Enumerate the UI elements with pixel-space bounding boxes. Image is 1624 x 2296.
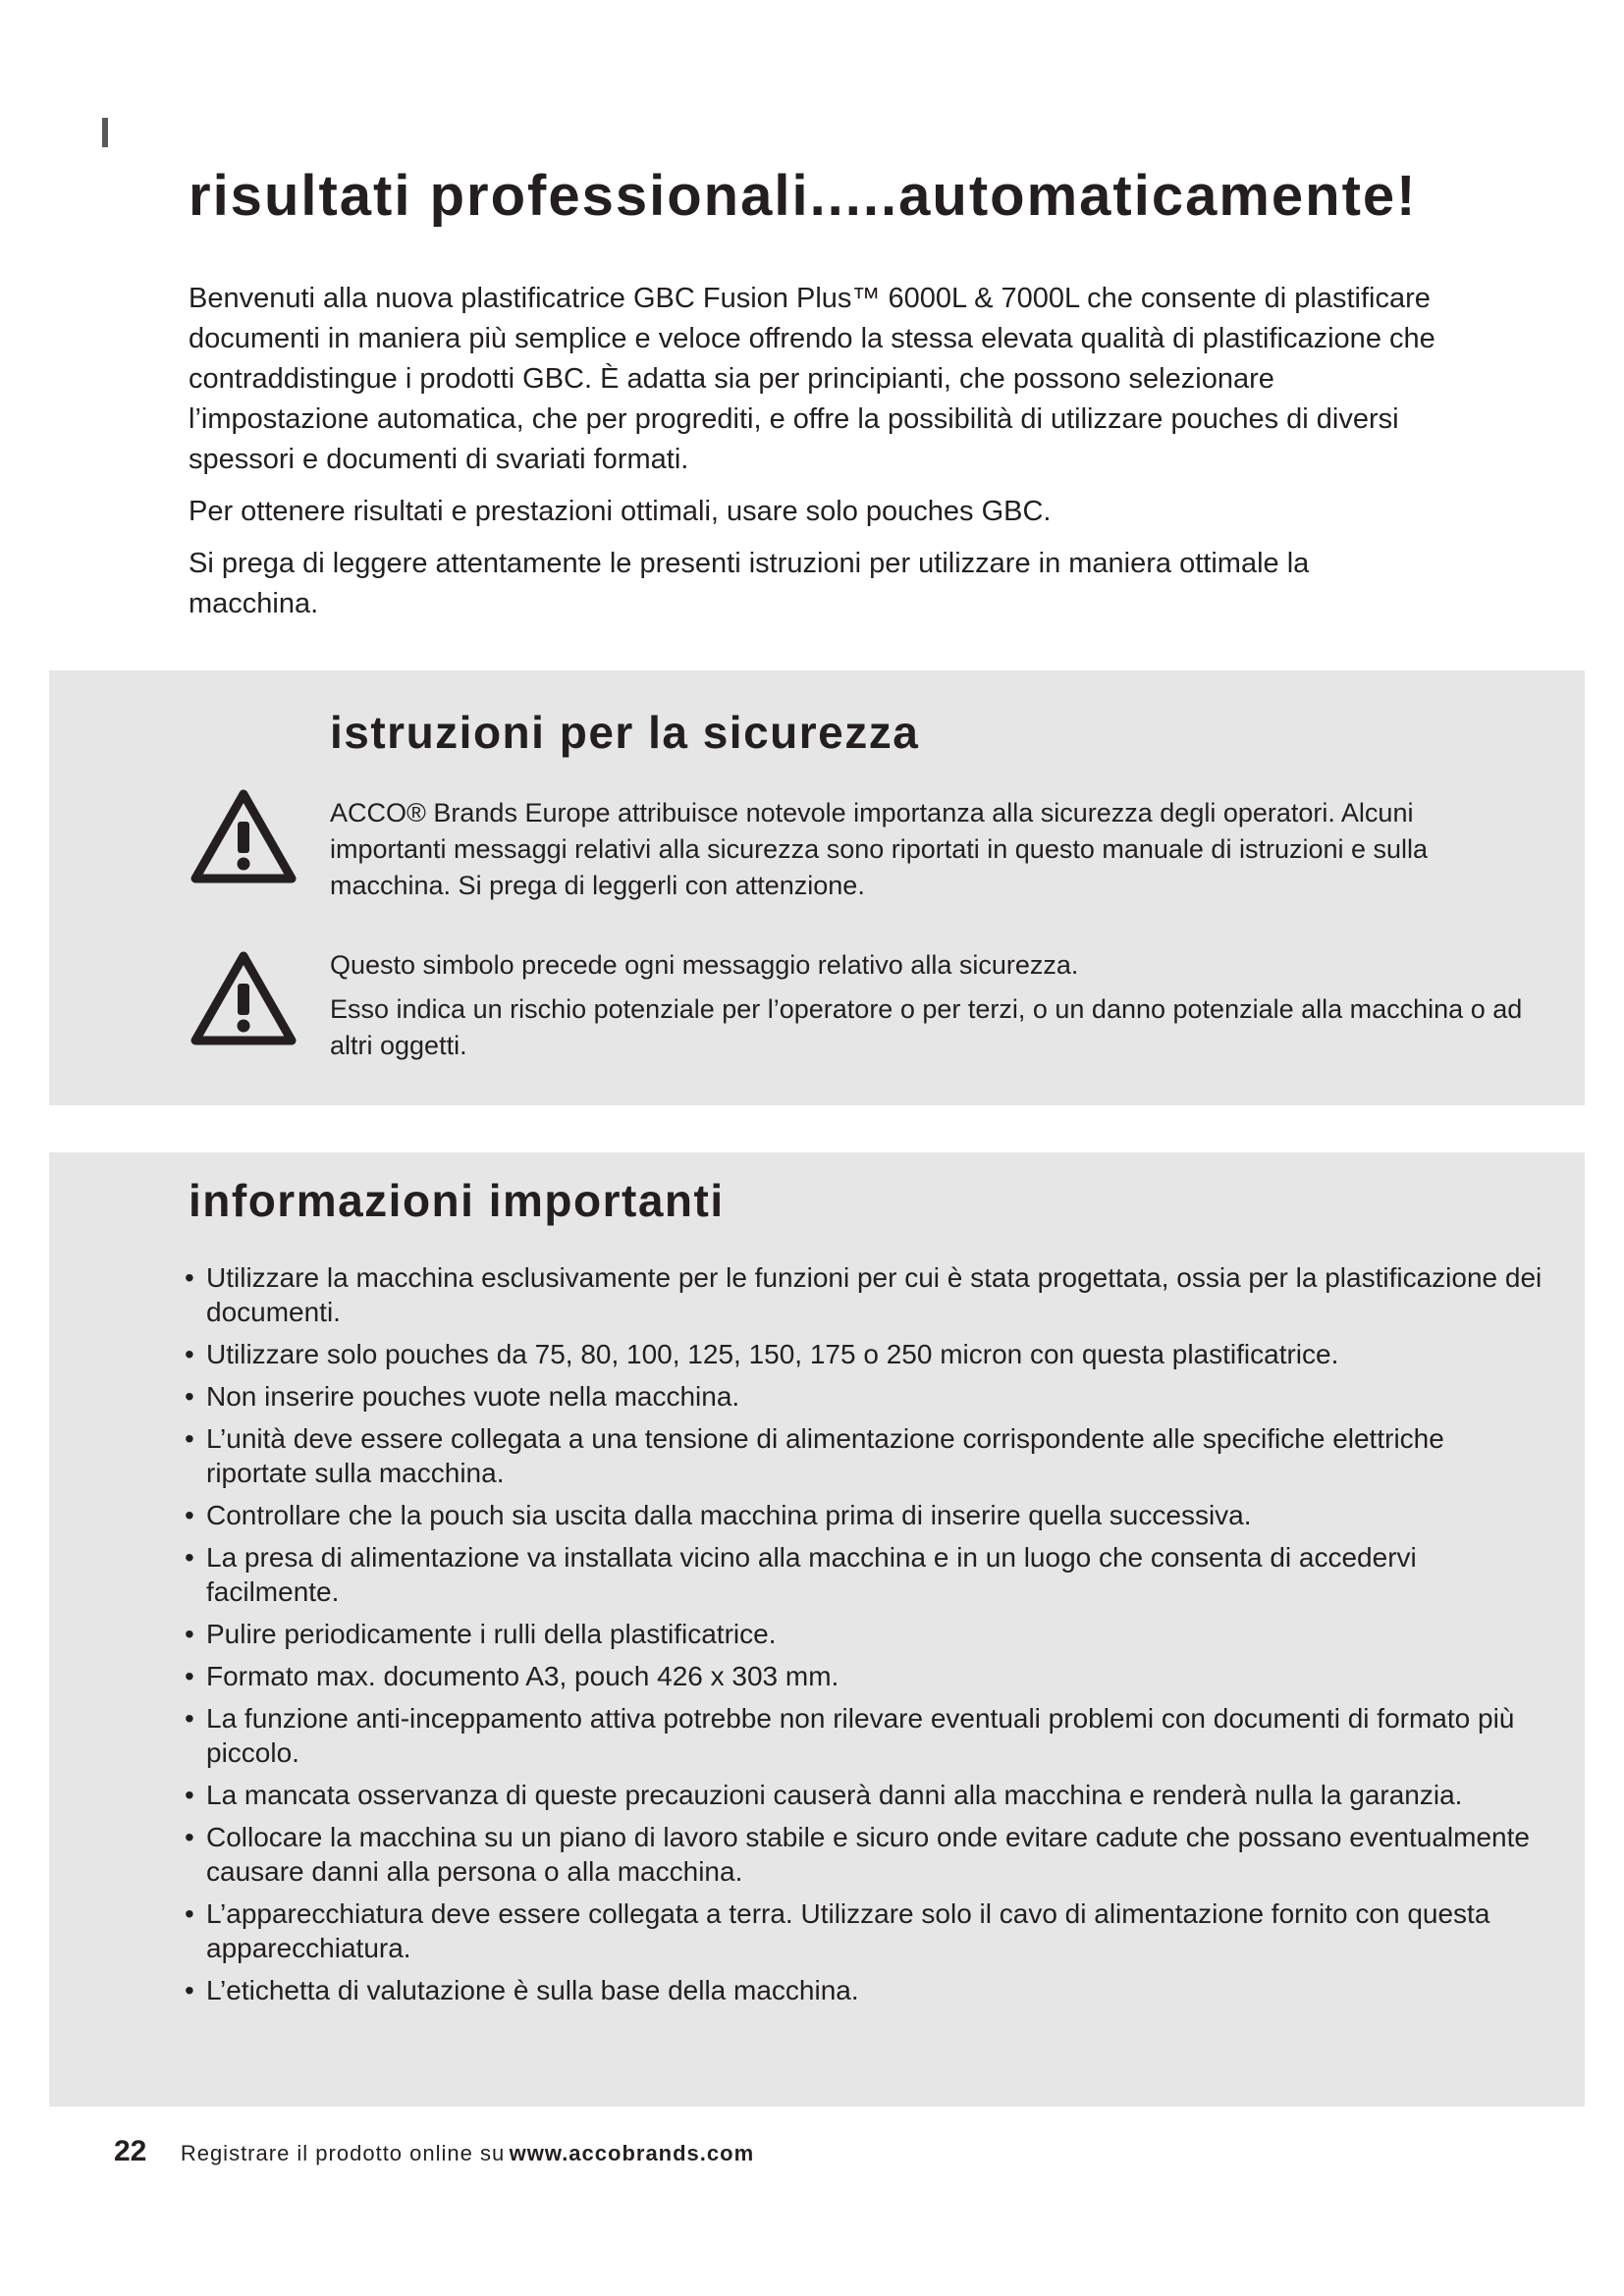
intro-paragraph-2: Per ottenere risultati e prestazioni ottimali, usare solo pouches GBC. — [189, 496, 1052, 527]
list-item: • Pulire periodicamente i rulli della plastificatrice. — [185, 1617, 1549, 1651]
intro-section — [189, 279, 1435, 636]
list-item: • L’apparecchiatura deve essere collegata a terra. Utilizzare solo il cavo di alimentazione fornito con questa apparecchiatura. — [185, 1896, 1549, 1965]
info-list — [185, 1260, 1549, 2015]
list-item: • La presa di alimentazione va installata vicino alla macchina e in un luogo che consenta di accedervi facilmente. — [185, 1540, 1549, 1609]
safety-title: istruzioni per la sicurezza — [330, 707, 920, 758]
language-tab-marker — [102, 118, 108, 147]
page-number: 22 — [114, 2135, 147, 2167]
safety-paragraph-1: ACCO® Brands Europe attribuisce notevole importanza alla sicurezza degli operatori. Alcuni importanti messaggi relativi alla sicurezza sono riportati in questo manuale di istruzioni e sulla macchina. Si prega di leggerli con attenzione. — [330, 798, 1429, 900]
list-item: • Utilizzare la macchina esclusivamente per le funzioni per cui è stata progettata, ossia per la plastificazione dei documenti. — [185, 1260, 1549, 1329]
list-item: • Formato max. documento A3, pouch 426 x 303 mm. — [185, 1659, 1549, 1693]
intro-paragraph-1: Benvenuti alla nuova plastificatrice GBC Fusion Plus™ 6000L & 7000L che consente di plastificare documenti in maniera più semplice e veloce offrendo la stessa elevata qualità di plastificazione che contraddistingue i prodotti GBC. È adatta sia per principianti, che possono selezionare l’impostazione automatica, che per progrediti, e offre la possibilità di utilizzare pouches di diversi spessori e documenti di svariati formati. — [189, 283, 1435, 475]
footer-text: Registrare il prodotto online su — [180, 2141, 506, 2165]
safety-message-2 — [330, 947, 1528, 1072]
important-info-panel — [49, 1152, 1585, 2107]
list-item: • Utilizzare solo pouches da 75, 80, 100, 125, 150, 175 o 250 micron con questa plastificatrice. — [185, 1337, 1549, 1371]
list-item: • L’etichetta di valutazione è sulla base della macchina. — [185, 1973, 1549, 2007]
safety-paragraph-2b: Esso indica un rischio potenziale per l’operatore o per terzi, o un danno potenziale alla macchina o ad altri oggetti. — [330, 994, 1523, 1060]
info-title: informazioni importanti — [189, 1175, 725, 1226]
list-item: • L’unità deve essere collegata a una tensione di alimentazione corrispondente alle specifiche elettriche riportate sulla macchina. — [185, 1421, 1549, 1490]
safety-panel — [49, 670, 1585, 1105]
list-item: • Collocare la macchina su un piano di lavoro stabile e sicuro onde evitare cadute che possano eventualmente causare danni alla persona o alla macchina. — [185, 1820, 1549, 1889]
warning-triangle-icon — [190, 788, 297, 884]
intro-paragraph-3: Si prega di leggere attentamente le presenti istruzioni per utilizzare in maniera ottimale la macchina. — [189, 548, 1310, 619]
warning-triangle-icon — [190, 950, 297, 1046]
page-footer — [114, 2135, 754, 2168]
safety-paragraph-2a: Questo simbolo precede ogni messaggio relativo alla sicurezza. — [330, 950, 1079, 980]
list-item: • La mancata osservanza di queste precauzioni causerà danni alla macchina e renderà nulla la garanzia. — [185, 1778, 1549, 1812]
list-item: • Non inserire pouches vuote nella macchina. — [185, 1379, 1549, 1414]
website-link[interactable]: www.accobrands.com — [509, 2141, 755, 2165]
page-title: risultati professionali.....automaticamente! — [189, 164, 1418, 228]
safety-message-1 — [330, 795, 1528, 912]
list-item: • La funzione anti-inceppamento attiva potrebbe non rilevare eventuali problemi con documenti di formato più piccolo. — [185, 1701, 1549, 1770]
list-item: • Controllare che la pouch sia uscita dalla macchina prima di inserire quella successiva. — [185, 1498, 1549, 1532]
